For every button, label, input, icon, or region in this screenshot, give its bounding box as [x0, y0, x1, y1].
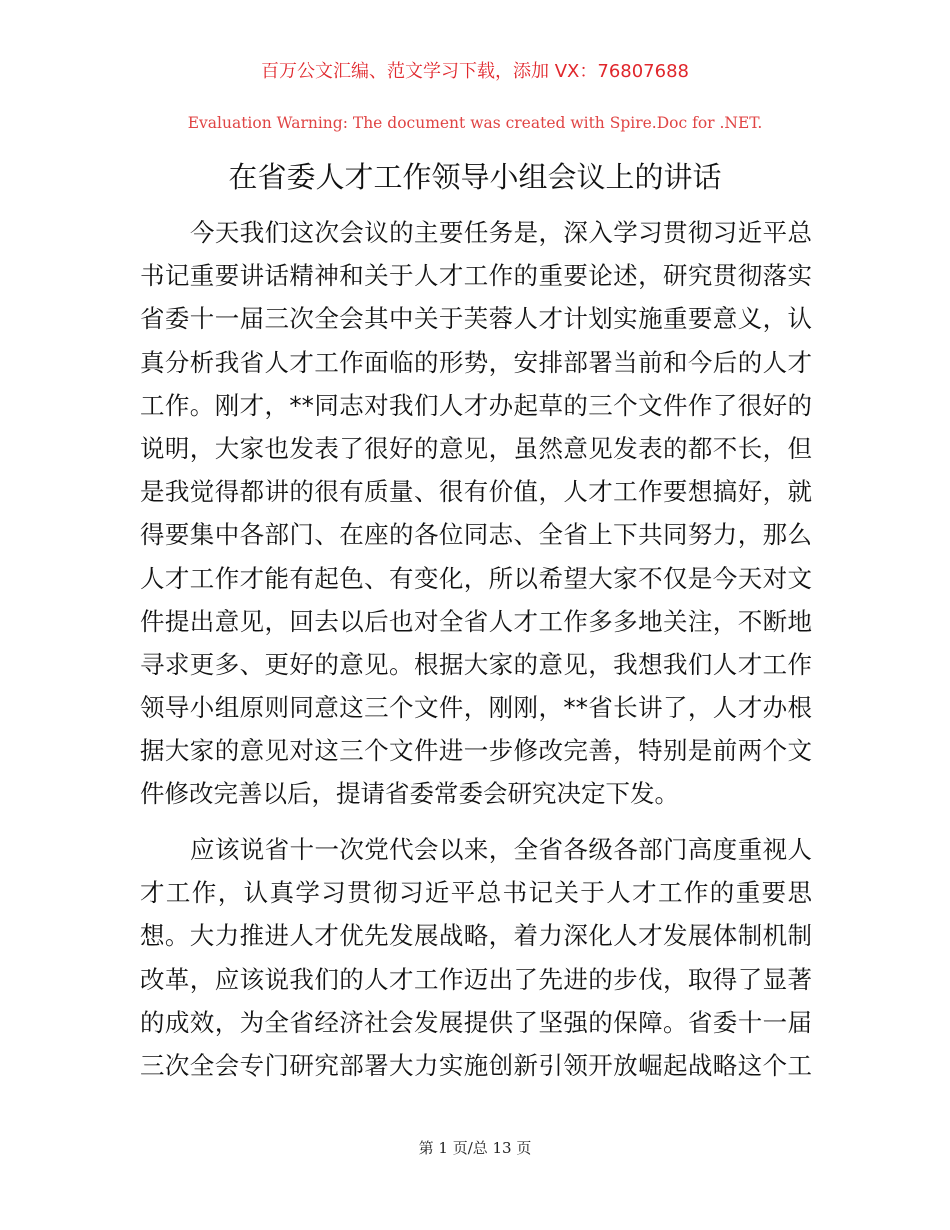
- text-line: 得要集中各部门、在座的各位同志、全省上下共同努力，那么: [140, 520, 812, 550]
- text-line: 三次全会专门研究部署大力实施创新引领开放崛起战略这个工: [140, 1050, 812, 1080]
- text-line: 领导小组原则同意这三个文件，刚刚，**省长讲了，人才办根: [140, 693, 812, 723]
- text-line: 应该说省十一次党代会以来，全省各级各部门高度重视人: [190, 835, 812, 864]
- text-line: 人才工作才能有起色、有变化，所以希望大家不仅是今天对文: [140, 563, 812, 593]
- text-line: 工作。刚才，**同志对我们人才办起草的三个文件作了很好的: [140, 390, 812, 420]
- page-footer: 第 1 页/总 13 页: [418, 1139, 532, 1157]
- text-line: 改革，应该说我们的人才工作迈出了先进的步伐，取得了显著: [140, 964, 812, 994]
- text-line: 想。大力推进人才优先发展战略，着力深化人才发展体制机制: [140, 921, 812, 951]
- text-line: 说明，大家也发表了很好的意见，虽然意见发表的都不长，但: [140, 433, 812, 463]
- text-line: 件修改完善以后，提请省委常委会研究决定下发。: [140, 779, 679, 809]
- download-banner: 百万公文汇编、范文学习下载，添加 VX：76807688: [261, 61, 689, 82]
- body-paragraph-2: [140, 828, 812, 1087]
- text-line: 据大家的意见对这三个文件进一步修改完善，特别是前两个文: [140, 736, 812, 766]
- text-line: 真分析我省人才工作面临的形势，安排部署当前和今后的人才: [140, 347, 812, 377]
- text-line: 寻求更多、更好的意见。根据大家的意见，我想我们人才工作: [140, 649, 812, 679]
- document-title: 在省委人才工作领导小组会议上的讲话: [228, 160, 722, 194]
- text-line: 今天我们这次会议的主要任务是，深入学习贯彻习近平总: [190, 218, 812, 247]
- text-line: 省委十一届三次全会其中关于芙蓉人才计划实施重要意义，认: [140, 304, 812, 334]
- text-line: 才工作，认真学习贯彻习近平总书记关于人才工作的重要思: [140, 878, 812, 908]
- text-line: 是我觉得都讲的很有质量、很有价值，人才工作要想搞好，就: [140, 477, 812, 507]
- text-line: 的成效，为全省经济社会发展提供了坚强的保障。省委十一届: [140, 1007, 812, 1037]
- evaluation-warning: Evaluation Warning: The document was created with Spire.Doc for .NET.: [187, 114, 763, 132]
- text-line: 件提出意见，回去以后也对全省人才工作多多地关注，不断地: [140, 606, 812, 636]
- text-line: 书记重要讲话精神和关于人才工作的重要论述，研究贯彻落实: [140, 261, 812, 291]
- body-paragraph-1: [140, 211, 812, 816]
